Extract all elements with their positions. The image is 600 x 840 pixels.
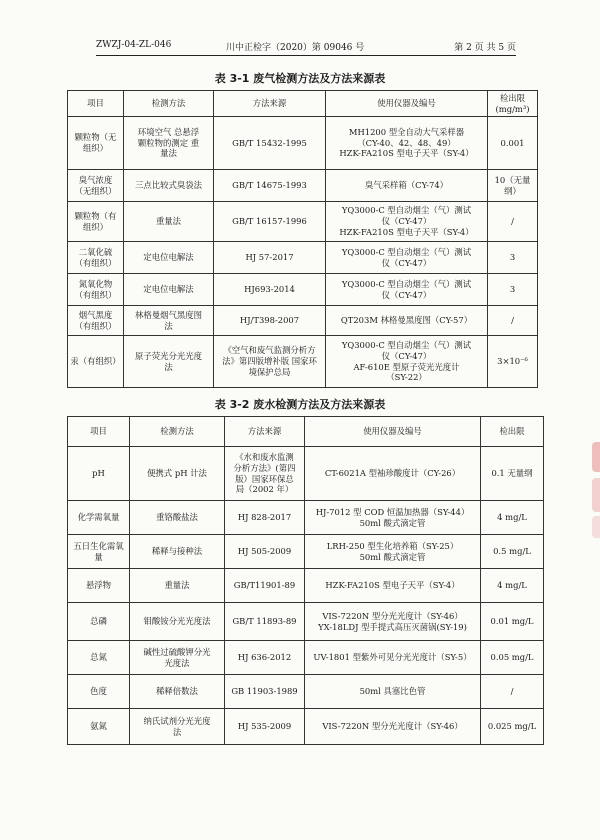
- cell-item: 总磷: [68, 603, 130, 641]
- cell-instrument: 50ml 具塞比色管: [305, 675, 481, 709]
- cell-instrument: HJ-7012 型 COD 恒温加热器（SY-44） 50ml 酸式滴定管: [305, 501, 481, 535]
- exhaust-gas-methods-table: [67, 90, 538, 388]
- table-row: [68, 274, 538, 306]
- cell-source: GB/T 14675-1993: [214, 170, 326, 202]
- cell-instrument: VIS-7220N 型分光光度计（SY-46）: [305, 709, 481, 745]
- cell-instrument: YQ3000-C 型自动烟尘（气）测试 仪（CY-47）: [326, 274, 488, 306]
- table-row: [68, 170, 538, 202]
- page-header: [96, 40, 516, 54]
- cell-source: 《水和废水监测 分析方法》(第四 版）国家环保总 局（2002 年）: [225, 447, 305, 501]
- wastewater-methods-table: [67, 416, 544, 745]
- header-rule: [96, 55, 516, 56]
- cell-method: 林格曼烟气黑度图 法: [124, 306, 214, 336]
- cell-instrument: QT203M 林格曼黑度图（CY-57）: [326, 306, 488, 336]
- cell-method: 环境空气 总悬浮 颗粒物的测定 重 量法: [124, 117, 214, 170]
- document-code: ZWZJ-04-ZL-046: [96, 40, 172, 50]
- cell-source: HJ/T398-2007: [214, 306, 326, 336]
- cell-source: GB/T 11893-89: [225, 603, 305, 641]
- cell-source: GB/T 16157-1996: [214, 202, 326, 242]
- cell-limit: 4 mg/L: [481, 501, 544, 535]
- cell-item: 色度: [68, 675, 130, 709]
- cell-item: 五日生化需氧 量: [68, 535, 130, 569]
- cell-limit: 0.01 mg/L: [481, 603, 544, 641]
- column-header: 方法来源: [214, 91, 326, 117]
- cell-item: 烟气黑度 （有组织）: [68, 306, 124, 336]
- table1-title: 表 3-1 废气检测方法及方法来源表: [214, 72, 386, 85]
- cell-method: 三点比较式臭袋法: [124, 170, 214, 202]
- report-number: 川中正检字（2020）第 09046 号: [226, 43, 365, 53]
- cell-source: HJ693-2014: [214, 274, 326, 306]
- column-header: 检出限: [481, 417, 544, 447]
- cell-method: 纳氏试剂分光光度 法: [130, 709, 225, 745]
- cell-method: 重量法: [130, 569, 225, 603]
- cell-item: 悬浮物: [68, 569, 130, 603]
- table-row: [68, 242, 538, 274]
- cell-item: 臭气浓度 （无组织）: [68, 170, 124, 202]
- cell-method: 稀释与接种法: [130, 535, 225, 569]
- table-row: [68, 603, 544, 641]
- column-header: 项目: [68, 91, 124, 117]
- cell-limit: 0.5 mg/L: [481, 535, 544, 569]
- cell-limit: /: [481, 675, 544, 709]
- cell-method: 重量法: [124, 202, 214, 242]
- cell-instrument: UV-1801 型紫外可见分光光度计（SY-5）: [305, 641, 481, 675]
- table-row: [68, 202, 538, 242]
- cell-item: pH: [68, 447, 130, 501]
- page-indicator: 第 2 页 共 5 页: [454, 43, 516, 53]
- table-row: [68, 501, 544, 535]
- cell-item: 总氮: [68, 641, 130, 675]
- cell-source: HJ 636-2012: [225, 641, 305, 675]
- red-stamp-edge: [592, 516, 600, 538]
- table-row: [68, 641, 544, 675]
- cell-instrument: 臭气采样箱（CY-74）: [326, 170, 488, 202]
- column-header: 使用仪器及编号: [326, 91, 488, 117]
- table-row: [68, 447, 544, 501]
- cell-item: 氨氮: [68, 709, 130, 745]
- column-header: 检测方法: [130, 417, 225, 447]
- table-row: [68, 535, 544, 569]
- table-row: [68, 709, 544, 745]
- cell-item: 颗粒物（有 组织）: [68, 202, 124, 242]
- cell-method: 稀释倍数法: [130, 675, 225, 709]
- red-stamp-edge: [592, 442, 600, 472]
- cell-item: 二氧化硫 （有组织）: [68, 242, 124, 274]
- column-header: 使用仪器及编号: [305, 417, 481, 447]
- cell-instrument: YQ3000-C 型自动烟尘（气）测试 仪（CY-47） AF-610E 型原子荧光光度计 （SY-22）: [326, 336, 488, 388]
- cell-instrument: MH1200 型全自动大气采样器 （CY-40、42、48、49） HZK-FA210S 型电子天平（SY-4）: [326, 117, 488, 170]
- cell-item: 颗粒物（无 组织）: [68, 117, 124, 170]
- cell-instrument: VIS-7220N 型分光光度计（SY-46） YX-18LDJ 型手提式高压灭菌锅(SY-19): [305, 603, 481, 641]
- cell-instrument: LRH-250 型生化培养箱（SY-25） 50ml 酸式滴定管: [305, 535, 481, 569]
- cell-source: GB 11903-1989: [225, 675, 305, 709]
- cell-source: HJ 535-2009: [225, 709, 305, 745]
- cell-limit: /: [488, 202, 538, 242]
- table2-title: 表 3-2 废水检测方法及方法来源表: [214, 398, 386, 411]
- cell-method: 原子荧光分光光度 法: [124, 336, 214, 388]
- cell-limit: 0.05 mg/L: [481, 641, 544, 675]
- cell-source: HJ 828-2017: [225, 501, 305, 535]
- cell-limit: 0.1 无量纲: [481, 447, 544, 501]
- header-row: [68, 417, 544, 447]
- cell-method: 便携式 pH 计法: [130, 447, 225, 501]
- cell-limit: 3: [488, 274, 538, 306]
- cell-method: 定电位电解法: [124, 242, 214, 274]
- cell-source: 《空气和废气监测分析方 法》第四版增补版 国家环 境保护总局: [214, 336, 326, 388]
- cell-item: 氮氧化物 （有组织）: [68, 274, 124, 306]
- cell-source: GB/T11901-89: [225, 569, 305, 603]
- cell-method: 定电位电解法: [124, 274, 214, 306]
- cell-limit: 4 mg/L: [481, 569, 544, 603]
- column-header: 方法来源: [225, 417, 305, 447]
- table-row: [68, 336, 538, 388]
- table-row: [68, 569, 544, 603]
- cell-source: HJ 57-2017: [214, 242, 326, 274]
- cell-limit: 10（无量 纲）: [488, 170, 538, 202]
- cell-item: 化学需氧量: [68, 501, 130, 535]
- cell-instrument: HZK-FA210S 型电子天平（SY-4）: [305, 569, 481, 603]
- cell-method: 重铬酸盐法: [130, 501, 225, 535]
- cell-limit: /: [488, 306, 538, 336]
- column-header: 项目: [68, 417, 130, 447]
- cell-source: HJ 505-2009: [225, 535, 305, 569]
- cell-instrument: YQ3000-C 型自动烟尘（气）测试 仪（CY-47） HZK-FA210S 型电子天平（SY-4）: [326, 202, 488, 242]
- cell-limit: 3×10⁻⁶: [488, 336, 538, 388]
- table-row: [68, 306, 538, 336]
- table-row: [68, 117, 538, 170]
- cell-method: 碱性过硫酸钾分光 光度法: [130, 641, 225, 675]
- cell-source: GB/T 15432-1995: [214, 117, 326, 170]
- cell-limit: 0.001: [488, 117, 538, 170]
- cell-limit: 0.025 mg/L: [481, 709, 544, 745]
- column-header: 检测方法: [124, 91, 214, 117]
- cell-instrument: CT-6021A 型袖珍酸度计（CY-26）: [305, 447, 481, 501]
- cell-limit: 3: [488, 242, 538, 274]
- column-header: 检出限 (mg/m³): [488, 91, 538, 117]
- table-row: [68, 675, 544, 709]
- cell-item: 汞（有组织）: [68, 336, 124, 388]
- cell-instrument: YQ3000-C 型自动烟尘（气）测试 仪（CY-47）: [326, 242, 488, 274]
- red-stamp-edge: [592, 478, 600, 512]
- cell-method: 钼酸铵分光光度法: [130, 603, 225, 641]
- header-row: [68, 91, 538, 117]
